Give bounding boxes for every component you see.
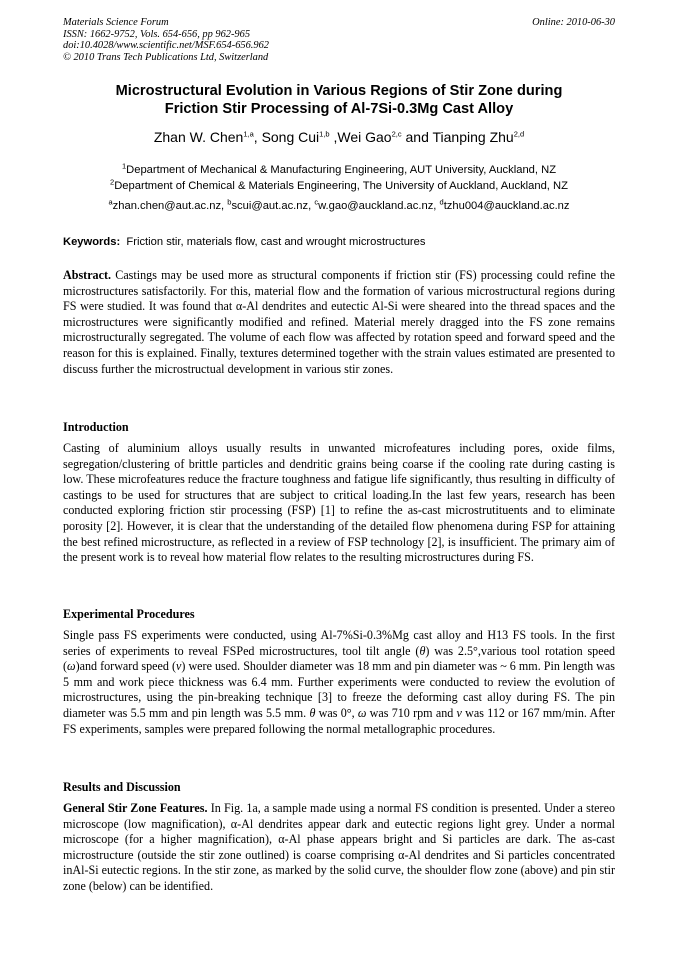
affiliations <box>40 163 638 194</box>
results-body: In Fig. 1a, a sample made using a normal FS condition is presented. Under a stereo microscope (low magnification), α-Al dendrites appear dark and eutectic regions light grey. Under a normal microscope (for a higher magnification), α-Al phase appears bright and Si particles are dark. The as-cast microstructure (outside the stir zone outlined) is coarse comprising α-Al dendrites and Si particles concentrated inAl-Si eutectic regions. In the stir zone, as marked by the solid curve, the shoulder flow zone (above) and pin stir zone (below) can be identified. <box>63 801 615 893</box>
text-run: )and forward speed ( <box>75 659 177 674</box>
text-run: ) was 2.5°,various tool rotation speed ( <box>63 643 615 674</box>
author-affil: 1,b <box>319 129 330 139</box>
keywords-text: Friction stir, materials flow, cast and wrought microstructures <box>126 236 426 248</box>
affil-mark: 2 <box>110 176 115 186</box>
email-mark: c <box>314 197 319 207</box>
author-name: Zhan W. Chen <box>153 129 244 145</box>
author-affil: 2,c <box>391 129 402 139</box>
abstract-label: Abstract. <box>63 268 112 282</box>
affil-text: Department of Chemical & Materials Engineering, The University of Auckland, Auckland, NZ <box>114 179 568 192</box>
email-list <box>40 199 638 215</box>
email-mark: d <box>439 197 444 207</box>
author-separator: , <box>253 129 262 145</box>
text-run: was 710 rpm and <box>366 705 457 720</box>
symbol-v: v <box>456 705 462 720</box>
affiliation-1 <box>40 163 638 179</box>
results-subheading: General Stir Zone Features. <box>63 801 208 815</box>
symbol-omega: ω <box>357 705 367 720</box>
author-name: Tianping Zhu <box>432 129 514 145</box>
email-link[interactable]: zhan.chen@aut.ac.nz, <box>112 200 228 212</box>
text-run: was 0°, <box>315 705 358 720</box>
text-run: Single pass FS experiments were conducted, using Al-7%Si-0.3%Mg cast alloy and H13 FS tools. In the first series of experiments to reveal FSPed microstructures, tool tilt angle ( <box>63 628 615 658</box>
online-date: Online: 2010-06-30 <box>532 17 615 28</box>
symbol-v: v <box>176 659 182 674</box>
author-affil: 2,d <box>513 129 525 139</box>
affiliation-2 <box>40 176 638 195</box>
keywords <box>63 236 425 248</box>
keywords-label: Keywords: <box>63 236 121 248</box>
email-link[interactable]: scui@aut.ac.nz, <box>231 200 315 212</box>
affil-mark: 1 <box>121 161 127 171</box>
section-heading-results: Results and Discussion <box>63 780 181 794</box>
symbol-omega: ω <box>67 659 76 674</box>
copyright: © 2010 Trans Tech Publications Ltd, Switzerland <box>63 51 269 63</box>
introduction-text: Casting of aluminium alloys usually results in unwanted microfeatures including pores, oxide films, segregation/clustering of brittle particles and dendritic grains being coarse if the cooling rate during casting is low. These microfeatures reduce the fracture toughness and fatigue life significantly, thus resulting in difficulty of castings to be used for structures that are subject to critical loading.In the last few years, research has been conducted exploring friction stir processing (FSP) [1] to refine the as-cast microstrutituents and to eliminate porosity [2]. However, it is clear that the understanding of the detailed flow phenomena during FSP for attaining the best refined microstructure, as reflected in a review of FSP technology [2], is insufficient. The primary aim of the present work is to reveal how material flow relates to the resulting microstructures during FS. <box>63 441 615 565</box>
symbol-theta: θ <box>309 705 316 720</box>
journal-name: Materials Science Forum <box>63 17 169 28</box>
symbol-theta: θ <box>419 643 426 658</box>
section-heading-introduction: Introduction <box>63 420 129 434</box>
author-list <box>40 128 638 146</box>
email-link[interactable]: tzhu004@auckland.ac.nz <box>443 200 570 212</box>
author-separator: and <box>401 129 433 145</box>
email-link[interactable]: w.gao@auckland.ac.nz, <box>318 200 440 212</box>
text-run: ) were used. Shoulder diameter was 18 mm and pin diameter was ~ 6 mm. Pin length was 5 mm and work piece thickness was 6.4 mm. Further experiments were conducted to review the evolution of microstructures, using the pin-breaking technique [3] to freeze the deforming cast alloy during FS. The pin diameter was 5.5 mm and pin length was 5.5 mm. <box>63 659 615 720</box>
email-mark: a <box>108 197 113 207</box>
title-line-1: Microstructural Evolution in Various Regions of Stir Zone during <box>115 83 563 99</box>
email-mark: b <box>227 197 232 207</box>
section-heading-experimental: Experimental Procedures <box>63 607 195 621</box>
author-affil: 1,a <box>243 129 254 139</box>
abstract <box>63 268 615 377</box>
title-line-2: Friction Stir Processing of Al-7Si-0.3Mg Cast Alloy <box>164 101 514 117</box>
paper-title <box>40 82 638 118</box>
affil-text: Department of Mechanical & Manufacturing Engineering, AUT University, Auckland, NZ <box>126 164 557 176</box>
abstract-text: Castings may be used more as structural components if friction stir (FS) processing could refine the microstructures satisfactorily. For this, material flow and the formation of various microstructural regions during FS were studied. It was found that α-Al dendrites and eutectic Al-Si were sheared into the thread spaces and the microstructures were significantly modified and refined. Material merely dragged into the FS zone remains microstructurally segregated. The volume of each flow was affected by rotation speed and forward speed and the reason for this is explained. Finally, textures determined together with the strain values estimated are presented to discuss further the microstructual development in various stir zones. <box>63 268 615 376</box>
author-name: Song Cui <box>261 129 320 145</box>
doi[interactable]: doi:10.4028/www.scientific.net/MSF.654-656.962 <box>63 40 269 52</box>
text-run: was 112 or 167 mm/min. After FS experiments, samples were prepared following the normal metallographic procedures. <box>63 705 615 736</box>
issn: ISSN: 1662-9752, Vols. 654-656, pp 962-965 <box>63 28 251 40</box>
journal-header <box>63 17 269 63</box>
results-text <box>63 801 615 895</box>
experimental-text <box>63 628 615 737</box>
author-separator: , <box>329 129 338 145</box>
author-name: Wei Gao <box>337 129 392 145</box>
